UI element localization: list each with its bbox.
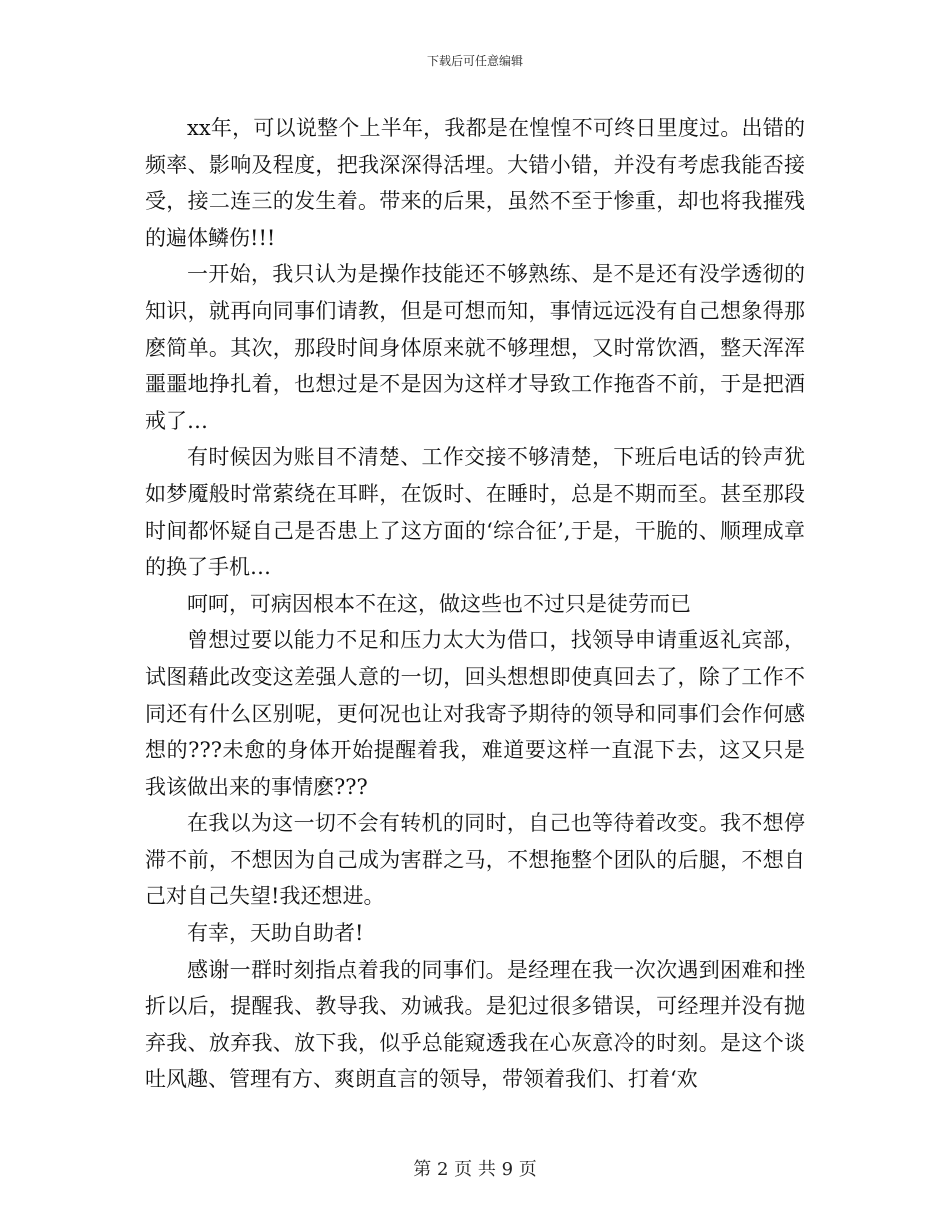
paragraph: 有幸，天助自助者! [187, 921, 364, 946]
paragraph: 在我以为这一切不会有转机的同时，自己也等待着改变。我不想停滞不前，不想因为自己成为害群之马，不想拖整个团队的后腿，不想自己对自己失望!我还想进。 [145, 811, 805, 909]
paragraph: 有时候因为账目不清楚、工作交接不够清楚，下班后电话的铃声犹如梦魇般时常萦绕在耳畔，在饭时、在睡时，总是不期而至。甚至那段时间都怀疑自己是否患上了这方面的‘综合征’,于是，干脆的、顺理成章的换了手机… [145, 445, 805, 580]
paragraph: 一开始，我只认为是操作技能还不够熟练、是不是还有没学透彻的知识，就再向同事们请教，但是可想而知，事情远远没有自己想象得那麽简单。其次，那段时间身体原来就不够理想，又时常饮酒，整天浑浑噩噩地挣扎着，也想过是不是因为这样才导致工作拖沓不前，于是把酒戒了… [145, 262, 805, 433]
document-body [145, 110, 805, 1098]
paragraph: 呵呵，可病因根本不在这，做这些也不过只是徒劳而已 [187, 591, 691, 616]
paragraph: 感谢一群时刻指点着我的同事们。是经理在我一次次遇到困难和挫折以后，提醒我、教导我、劝诫我。是犯过很多错误，可经理并没有抛弃我、放弃我、放下我，似乎总能窥透我在心灰意冷的时刻。是这个谈吐风趣、管理有方、爽朗直言的领导，带领着我们、打着‘欢 [145, 957, 805, 1092]
paragraph: 曾想过要以能力不足和压力太大为借口，找领导申请重返礼宾部，试图藉此改变这差强人意的一切，回头想想即使真回去了，除了工作不同还有什么区别呢，更何况也让对我寄予期待的领导和同事们会作何感想的???未愈的身体开始提醒着我，难道要这样一直混下去，这又只是我该做出来的事情麽??? [145, 628, 805, 799]
page-number-footer: 第 2 页 共 9 页 [413, 1159, 537, 1180]
page-header: 下载后可任意编辑 [426, 54, 523, 68]
paragraph: xx年，可以说整个上半年，我都是在惶惶不可终日里度过。出错的频率、影响及程度，把我深深得活埋。大错小错，并没有考虑我能否接受，接二连三的发生着。带来的后果，虽然不至于惨重，却也将我摧残的遍体鳞伤!!! [145, 116, 805, 250]
